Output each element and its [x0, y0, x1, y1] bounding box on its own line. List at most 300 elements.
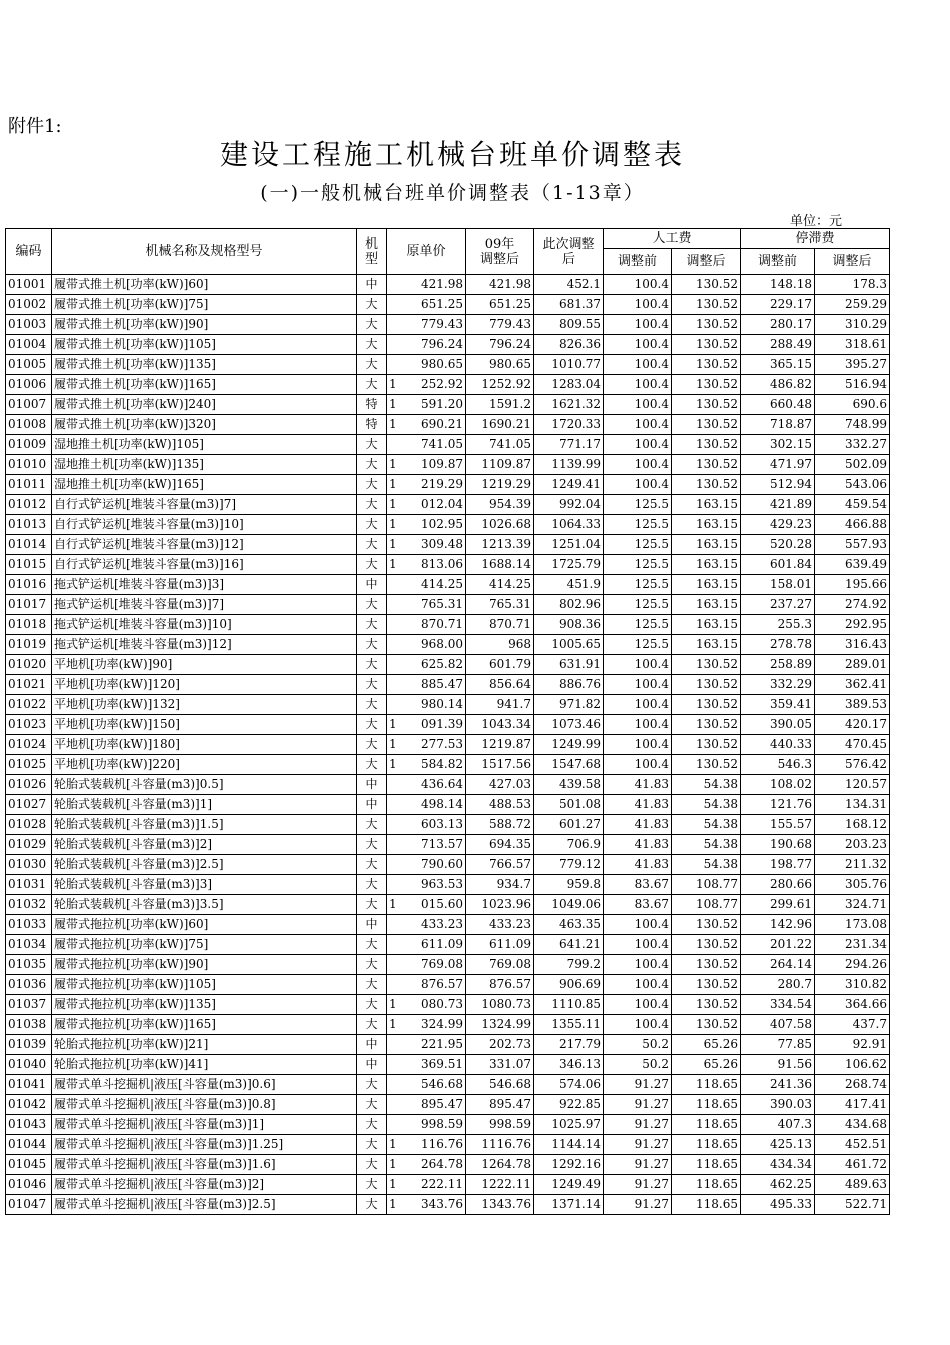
row-code: 01009 — [6, 435, 52, 455]
row-labor-after: 163.15 — [672, 615, 741, 635]
row-adj09: 980.65 — [466, 355, 534, 375]
row-name: 履带式单斗挖掘机|液压[斗容量(m3)]2] — [52, 1175, 357, 1195]
row-code: 01039 — [6, 1035, 52, 1055]
row-labor-before: 50.2 — [604, 1035, 672, 1055]
row-orig-price: 546.68 — [387, 1075, 466, 1095]
row-labor-after: 130.52 — [672, 415, 741, 435]
row-stop-after: 543.06 — [815, 475, 890, 495]
row-stop-after: 389.53 — [815, 695, 890, 715]
row-name: 湿地推土机[功率(kW)]105] — [52, 435, 357, 455]
row-stop-before: 440.33 — [741, 735, 815, 755]
row-adj09: 765.31 — [466, 595, 534, 615]
row-type: 特 — [357, 415, 387, 435]
row-stop-after: 274.92 — [815, 595, 890, 615]
row-type: 大 — [357, 515, 387, 535]
row-name: 履带式单斗挖掘机|液压[斗容量(m3)]0.6] — [52, 1075, 357, 1095]
row-name: 履带式推土机[功率(kW)]165] — [52, 375, 357, 395]
table-row — [6, 1035, 890, 1055]
row-stop-before: 486.82 — [741, 375, 815, 395]
row-labor-after: 108.77 — [672, 875, 741, 895]
row-name: 履带式单斗挖掘机|液压[斗容量(m3)]1] — [52, 1115, 357, 1135]
row-labor-before: 91.27 — [604, 1175, 672, 1195]
table-row — [6, 815, 890, 835]
row-type: 大 — [357, 955, 387, 975]
row-type: 大 — [357, 835, 387, 855]
row-type: 大 — [357, 755, 387, 775]
row-current: 641.21 — [534, 935, 604, 955]
row-adj09: 546.68 — [466, 1075, 534, 1095]
table-row — [6, 935, 890, 955]
row-code: 01027 — [6, 795, 52, 815]
row-name: 履带式单斗挖掘机|液压[斗容量(m3)]1.6] — [52, 1155, 357, 1175]
row-stop-before: 77.85 — [741, 1035, 815, 1055]
table-row — [6, 795, 890, 815]
row-code: 01033 — [6, 915, 52, 935]
row-name: 履带式推土机[功率(kW)]105] — [52, 335, 357, 355]
row-adj09: 202.73 — [466, 1035, 534, 1055]
row-stop-after: 417.41 — [815, 1095, 890, 1115]
row-adj09: 856.64 — [466, 675, 534, 695]
row-name: 轮胎式装载机[斗容量(m3)]3] — [52, 875, 357, 895]
row-current: 771.17 — [534, 435, 604, 455]
row-labor-after: 163.15 — [672, 595, 741, 615]
row-name: 平地机[功率(kW)]150] — [52, 715, 357, 735]
row-current: 1249.99 — [534, 735, 604, 755]
row-labor-after: 130.52 — [672, 315, 741, 335]
row-code: 01018 — [6, 615, 52, 635]
row-labor-after: 130.52 — [672, 735, 741, 755]
row-name: 履带式拖拉机[功率(kW)]60] — [52, 915, 357, 935]
row-name: 履带式拖拉机[功率(kW)]75] — [52, 935, 357, 955]
row-type: 大 — [357, 895, 387, 915]
row-labor-before: 125.5 — [604, 495, 672, 515]
row-type: 大 — [357, 615, 387, 635]
row-code: 01046 — [6, 1175, 52, 1195]
row-stop-before: 520.28 — [741, 535, 815, 555]
col-name: 机械名称及规格型号 — [52, 229, 357, 275]
row-adj09: 968 — [466, 635, 534, 655]
row-labor-before: 100.4 — [604, 975, 672, 995]
row-code: 01002 — [6, 295, 52, 315]
row-current: 463.35 — [534, 915, 604, 935]
row-adj09: 1688.14 — [466, 555, 534, 575]
row-orig-price: 870.71 — [387, 615, 466, 635]
row-orig-price: 998.59 — [387, 1115, 466, 1135]
row-code: 01035 — [6, 955, 52, 975]
row-adj09: 779.43 — [466, 315, 534, 335]
row-stop-before: 121.76 — [741, 795, 815, 815]
table-row — [6, 315, 890, 335]
row-labor-after: 130.52 — [672, 655, 741, 675]
row-stop-after: 489.63 — [815, 1175, 890, 1195]
row-labor-before: 41.83 — [604, 795, 672, 815]
row-labor-before: 41.83 — [604, 775, 672, 795]
row-stop-after: 576.42 — [815, 755, 890, 775]
row-stop-before: 407.3 — [741, 1115, 815, 1135]
row-labor-after: 65.26 — [672, 1035, 741, 1055]
unit-label: 单位：元 — [790, 214, 843, 229]
row-stop-before: 390.03 — [741, 1095, 815, 1115]
row-labor-before: 91.27 — [604, 1195, 672, 1215]
row-adj09: 1219.29 — [466, 475, 534, 495]
row-type: 大 — [357, 595, 387, 615]
row-current: 1144.14 — [534, 1135, 604, 1155]
table-row — [6, 515, 890, 535]
row-current: 1073.46 — [534, 715, 604, 735]
col-orig: 原单价 — [387, 229, 466, 275]
table-row — [6, 1175, 890, 1195]
row-type: 大 — [357, 375, 387, 395]
row-current: 802.96 — [534, 595, 604, 615]
row-orig-price: 1 690.21 — [387, 415, 466, 435]
row-orig-price: 796.24 — [387, 335, 466, 355]
row-name: 湿地推土机[功率(kW)]165] — [52, 475, 357, 495]
row-current: 1621.32 — [534, 395, 604, 415]
row-labor-after: 130.52 — [672, 275, 741, 295]
row-stop-after: 310.29 — [815, 315, 890, 335]
row-orig-price: 1 252.92 — [387, 375, 466, 395]
row-code: 01040 — [6, 1055, 52, 1075]
row-current: 1249.41 — [534, 475, 604, 495]
row-labor-after: 118.65 — [672, 1135, 741, 1155]
row-code: 01019 — [6, 635, 52, 655]
row-orig-price: 968.00 — [387, 635, 466, 655]
row-adj09: 934.7 — [466, 875, 534, 895]
row-code: 01008 — [6, 415, 52, 435]
row-current: 908.36 — [534, 615, 604, 635]
row-type: 大 — [357, 1075, 387, 1095]
row-type: 大 — [357, 1015, 387, 1035]
row-code: 01026 — [6, 775, 52, 795]
row-name: 平地机[功率(kW)]120] — [52, 675, 357, 695]
row-stop-before: 190.68 — [741, 835, 815, 855]
row-orig-price: 436.64 — [387, 775, 466, 795]
table-row — [6, 715, 890, 735]
row-labor-before: 100.4 — [604, 955, 672, 975]
row-adj09: 588.72 — [466, 815, 534, 835]
row-current: 1720.33 — [534, 415, 604, 435]
row-type: 中 — [357, 795, 387, 815]
row-orig-price: 1 080.73 — [387, 995, 466, 1015]
col-labor: 人工费 — [604, 229, 741, 249]
row-code: 01014 — [6, 535, 52, 555]
row-stop-after: 294.26 — [815, 955, 890, 975]
row-stop-after: 434.68 — [815, 1115, 890, 1135]
row-labor-before: 100.4 — [604, 395, 672, 415]
row-orig-price: 769.08 — [387, 955, 466, 975]
row-labor-before: 100.4 — [604, 355, 672, 375]
row-stop-after: 452.51 — [815, 1135, 890, 1155]
table-row — [6, 835, 890, 855]
row-stop-after: 92.91 — [815, 1035, 890, 1055]
row-current: 826.36 — [534, 335, 604, 355]
row-stop-after: 178.3 — [815, 275, 890, 295]
col-stop-after: 调整后 — [815, 249, 890, 275]
row-code: 01016 — [6, 575, 52, 595]
row-code: 01031 — [6, 875, 52, 895]
row-labor-before: 100.4 — [604, 915, 672, 935]
row-name: 轮胎式拖拉机[功率(kW)]21] — [52, 1035, 357, 1055]
row-adj09: 601.79 — [466, 655, 534, 675]
row-current: 601.27 — [534, 815, 604, 835]
row-current: 886.76 — [534, 675, 604, 695]
row-labor-before: 100.4 — [604, 715, 672, 735]
table-row — [6, 675, 890, 695]
row-stop-after: 522.71 — [815, 1195, 890, 1215]
row-stop-before: 280.17 — [741, 315, 815, 335]
row-stop-after: 324.71 — [815, 895, 890, 915]
row-stop-before: 237.27 — [741, 595, 815, 615]
table-row — [6, 435, 890, 455]
row-name: 履带式拖拉机[功率(kW)]135] — [52, 995, 357, 1015]
row-orig-price: 1 324.99 — [387, 1015, 466, 1035]
row-current: 1355.11 — [534, 1015, 604, 1035]
table-row — [6, 475, 890, 495]
row-adj09: 1343.76 — [466, 1195, 534, 1215]
row-stop-before: 264.14 — [741, 955, 815, 975]
row-code: 01044 — [6, 1135, 52, 1155]
row-adj09: 895.47 — [466, 1095, 534, 1115]
row-stop-after: 364.66 — [815, 995, 890, 1015]
row-code: 01028 — [6, 815, 52, 835]
row-adj09: 651.25 — [466, 295, 534, 315]
row-type: 大 — [357, 875, 387, 895]
row-stop-before: 241.36 — [741, 1075, 815, 1095]
row-labor-before: 100.4 — [604, 755, 672, 775]
row-name: 轮胎式拖拉机[功率(kW)]41] — [52, 1055, 357, 1075]
row-current: 451.9 — [534, 575, 604, 595]
row-labor-before: 100.4 — [604, 995, 672, 1015]
row-stop-after: 195.66 — [815, 575, 890, 595]
table-row — [6, 555, 890, 575]
table-row — [6, 1115, 890, 1135]
table-row — [6, 375, 890, 395]
row-code: 01022 — [6, 695, 52, 715]
row-type: 中 — [357, 915, 387, 935]
row-code: 01020 — [6, 655, 52, 675]
row-stop-after: 466.88 — [815, 515, 890, 535]
row-current: 452.1 — [534, 275, 604, 295]
row-code: 01012 — [6, 495, 52, 515]
row-name: 平地机[功率(kW)]132] — [52, 695, 357, 715]
row-type: 大 — [357, 1175, 387, 1195]
row-labor-before: 125.5 — [604, 575, 672, 595]
row-name: 拖式铲运机[堆装斗容量(m3)]7] — [52, 595, 357, 615]
col-type: 机型 — [357, 229, 387, 275]
table-row — [6, 495, 890, 515]
row-stop-after: 259.29 — [815, 295, 890, 315]
row-adj09: 1219.87 — [466, 735, 534, 755]
row-labor-after: 54.38 — [672, 795, 741, 815]
row-stop-before: 601.84 — [741, 555, 815, 575]
row-stop-before: 155.57 — [741, 815, 815, 835]
row-labor-after: 118.65 — [672, 1175, 741, 1195]
row-orig-price: 625.82 — [387, 655, 466, 675]
row-code: 01043 — [6, 1115, 52, 1135]
table-row — [6, 995, 890, 1015]
row-type: 中 — [357, 775, 387, 795]
row-labor-after: 130.52 — [672, 935, 741, 955]
row-stop-before: 108.02 — [741, 775, 815, 795]
row-stop-before: 288.49 — [741, 335, 815, 355]
col-code: 编码 — [6, 229, 52, 275]
row-current: 1725.79 — [534, 555, 604, 575]
row-orig-price: 980.65 — [387, 355, 466, 375]
row-type: 大 — [357, 435, 387, 455]
row-stop-before: 425.13 — [741, 1135, 815, 1155]
row-current: 922.85 — [534, 1095, 604, 1115]
table-row — [6, 1055, 890, 1075]
table-row — [6, 915, 890, 935]
row-adj09: 433.23 — [466, 915, 534, 935]
table-row — [6, 775, 890, 795]
row-orig-price: 885.47 — [387, 675, 466, 695]
row-stop-before: 718.87 — [741, 415, 815, 435]
row-name: 履带式拖拉机[功率(kW)]90] — [52, 955, 357, 975]
row-adj09: 1080.73 — [466, 995, 534, 1015]
row-stop-before: 407.58 — [741, 1015, 815, 1035]
row-orig-price: 414.25 — [387, 575, 466, 595]
row-stop-before: 495.33 — [741, 1195, 815, 1215]
col-current: 此次调整后 — [534, 229, 604, 275]
row-orig-price: 741.05 — [387, 435, 466, 455]
row-adj09: 769.08 — [466, 955, 534, 975]
row-orig-price: 651.25 — [387, 295, 466, 315]
row-adj09: 941.7 — [466, 695, 534, 715]
row-stop-after: 289.01 — [815, 655, 890, 675]
row-adj09: 1252.92 — [466, 375, 534, 395]
row-stop-after: 516.94 — [815, 375, 890, 395]
table-row — [6, 735, 890, 755]
row-orig-price: 779.43 — [387, 315, 466, 335]
row-stop-after: 437.7 — [815, 1015, 890, 1035]
row-name: 履带式推土机[功率(kW)]60] — [52, 275, 357, 295]
table-row — [6, 415, 890, 435]
row-adj09: 741.05 — [466, 435, 534, 455]
row-stop-after: 231.34 — [815, 935, 890, 955]
row-current: 1049.06 — [534, 895, 604, 915]
col-labor-after: 调整后 — [672, 249, 741, 275]
row-orig-price: 1 102.95 — [387, 515, 466, 535]
row-labor-after: 130.52 — [672, 375, 741, 395]
row-adj09: 427.03 — [466, 775, 534, 795]
row-adj09: 1109.87 — [466, 455, 534, 475]
row-labor-before: 83.67 — [604, 895, 672, 915]
row-labor-after: 163.15 — [672, 575, 741, 595]
row-orig-price: 1 309.48 — [387, 535, 466, 555]
row-current: 971.82 — [534, 695, 604, 715]
attachment-label: 附件1: — [8, 116, 62, 137]
col-labor-before: 调整前 — [604, 249, 672, 275]
row-type: 大 — [357, 735, 387, 755]
table-row — [6, 1095, 890, 1115]
row-current: 1547.68 — [534, 755, 604, 775]
row-code: 01001 — [6, 275, 52, 295]
row-code: 01041 — [6, 1075, 52, 1095]
row-labor-after: 130.52 — [672, 395, 741, 415]
row-stop-after: 203.23 — [815, 835, 890, 855]
row-stop-before: 158.01 — [741, 575, 815, 595]
row-adj09: 1591.2 — [466, 395, 534, 415]
row-labor-after: 65.26 — [672, 1055, 741, 1075]
row-adj09: 488.53 — [466, 795, 534, 815]
row-type: 大 — [357, 495, 387, 515]
row-adj09: 870.71 — [466, 615, 534, 635]
row-current: 1110.85 — [534, 995, 604, 1015]
table-row — [6, 595, 890, 615]
row-current: 346.13 — [534, 1055, 604, 1075]
row-stop-after: 268.74 — [815, 1075, 890, 1095]
row-code: 01025 — [6, 755, 52, 775]
row-stop-before: 201.22 — [741, 935, 815, 955]
row-labor-after: 118.65 — [672, 1075, 741, 1095]
row-type: 大 — [357, 855, 387, 875]
row-type: 大 — [357, 715, 387, 735]
row-name: 自行式铲运机[堆装斗容量(m3)]7] — [52, 495, 357, 515]
row-name: 履带式单斗挖掘机|液压[斗容量(m3)]1.25] — [52, 1135, 357, 1155]
table-row — [6, 275, 890, 295]
row-name: 平地机[功率(kW)]220] — [52, 755, 357, 775]
table-row — [6, 695, 890, 715]
row-name: 轮胎式装载机[斗容量(m3)]3.5] — [52, 895, 357, 915]
row-stop-before: 278.78 — [741, 635, 815, 655]
row-labor-before: 100.4 — [604, 655, 672, 675]
row-name: 履带式单斗挖掘机|液压[斗容量(m3)]0.8] — [52, 1095, 357, 1115]
row-labor-after: 130.52 — [672, 295, 741, 315]
row-adj09: 1026.68 — [466, 515, 534, 535]
row-stop-after: 310.82 — [815, 975, 890, 995]
row-type: 特 — [357, 395, 387, 415]
row-stop-after: 459.54 — [815, 495, 890, 515]
row-current: 217.79 — [534, 1035, 604, 1055]
row-labor-before: 125.5 — [604, 555, 672, 575]
row-name: 平地机[功率(kW)]180] — [52, 735, 357, 755]
row-labor-before: 125.5 — [604, 595, 672, 615]
row-current: 1249.49 — [534, 1175, 604, 1195]
row-stop-after: 395.27 — [815, 355, 890, 375]
row-orig-price: 603.13 — [387, 815, 466, 835]
col-stop: 停滞费 — [741, 229, 890, 249]
table-row — [6, 975, 890, 995]
page-subtitle: (一)一般机械台班单价调整表（1-13章） — [260, 182, 645, 204]
row-orig-price: 1 091.39 — [387, 715, 466, 735]
row-labor-after: 163.15 — [672, 515, 741, 535]
row-labor-after: 163.15 — [672, 535, 741, 555]
row-labor-before: 100.4 — [604, 735, 672, 755]
row-labor-after: 130.52 — [672, 435, 741, 455]
row-adj09: 876.57 — [466, 975, 534, 995]
row-labor-before: 41.83 — [604, 855, 672, 875]
row-stop-before: 229.17 — [741, 295, 815, 315]
row-name: 履带式拖拉机[功率(kW)]165] — [52, 1015, 357, 1035]
row-labor-after: 118.65 — [672, 1155, 741, 1175]
row-labor-before: 125.5 — [604, 515, 672, 535]
row-code: 01036 — [6, 975, 52, 995]
row-stop-before: 429.23 — [741, 515, 815, 535]
row-orig-price: 611.09 — [387, 935, 466, 955]
row-adj09: 796.24 — [466, 335, 534, 355]
row-stop-after: 318.61 — [815, 335, 890, 355]
row-adj09: 954.39 — [466, 495, 534, 515]
row-stop-after: 420.17 — [815, 715, 890, 735]
row-stop-after: 332.27 — [815, 435, 890, 455]
row-labor-after: 130.52 — [672, 475, 741, 495]
row-stop-before: 421.89 — [741, 495, 815, 515]
row-labor-before: 100.4 — [604, 415, 672, 435]
row-stop-before: 434.34 — [741, 1155, 815, 1175]
row-labor-after: 163.15 — [672, 555, 741, 575]
row-orig-price: 1 109.87 — [387, 455, 466, 475]
